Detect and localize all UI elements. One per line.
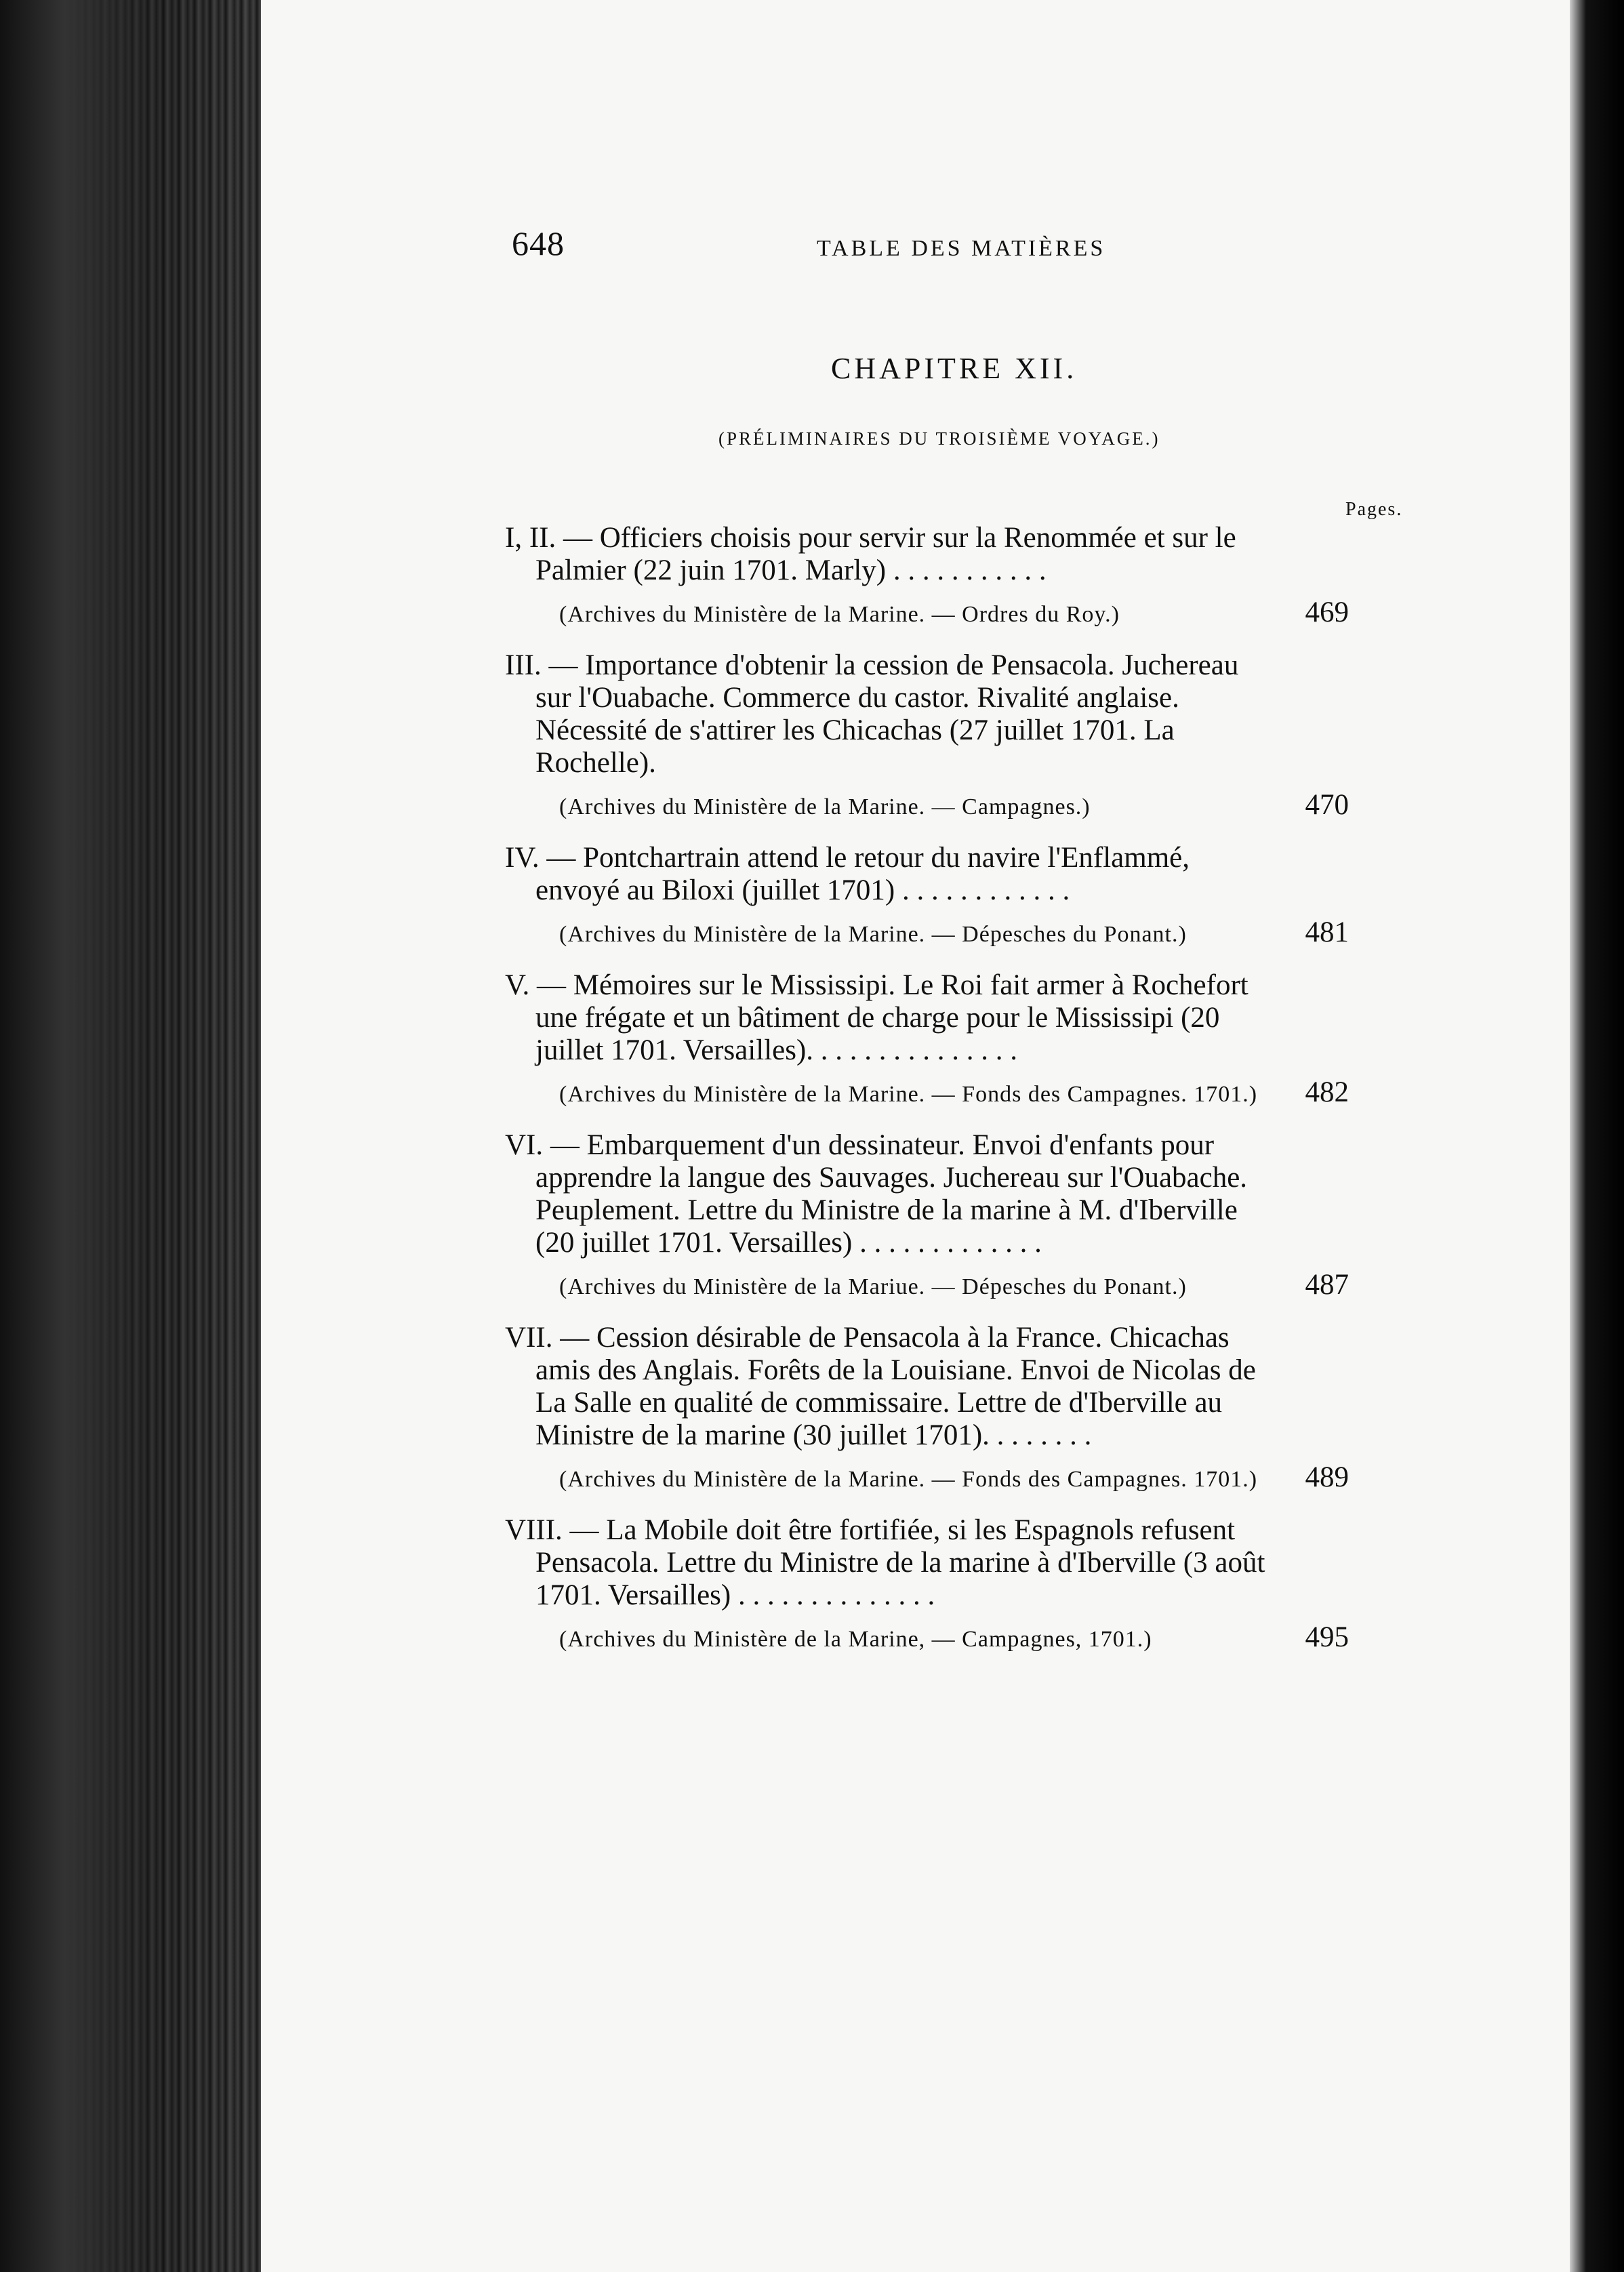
toc-entry-text: IV. — Pontchartrain attend le retour du navire l'Enflammé, envoyé au Biloxi (juillet 1701) . . . . . . . . . . . . bbox=[505, 842, 1190, 906]
toc-entry-page: 482 bbox=[1305, 1076, 1349, 1108]
toc-entry-page: 481 bbox=[1305, 916, 1349, 948]
toc-entry-source: (Archives du Ministère de la Marine. — Ordres du Roy.) bbox=[559, 602, 1120, 627]
toc-entry-text: III. — Importance d'obtenir la cession de Pensacola. Juchereau sur l'Ouabache. Commerce du castor. Rivalité anglaise. Nécessité de s'attirer les Chicachas (27 juillet 1701. La Rochelle). bbox=[505, 649, 1239, 779]
pages-column-label: Pages. bbox=[1345, 499, 1403, 520]
toc-entry-source: (Archives du Ministère de la Mariue. — Dépesches du Ponant.) bbox=[559, 1274, 1187, 1299]
toc-entry bbox=[505, 649, 1349, 823]
toc-entry-source: (Archives du Ministère de la Marine. — Campagnes.) bbox=[559, 794, 1091, 819]
toc-entry-text: I, II. — Officiers choisis pour servir sur la Renommée et sur le Palmier (22 juin 1701. Marly) . . . . . . . . . . . bbox=[505, 522, 1236, 586]
page-number: 648 bbox=[512, 224, 565, 262]
book-spine-shadow bbox=[0, 0, 163, 2272]
toc-entry bbox=[505, 522, 1349, 630]
toc-entry-text: V. — Mémoires sur le Mississipi. Le Roi fait armer à Rochefort une frégate et un bâtiment de charge pour le Mississipi (20 juillet 1701. Versailles). . . . . . . . . . . . . . . bbox=[505, 969, 1249, 1066]
toc-entry-page: 489 bbox=[1305, 1461, 1349, 1493]
toc-entry-source: (Archives du Ministère de la Marine, — Campagnes, 1701.) bbox=[559, 1627, 1152, 1652]
running-title: TABLE DES MATIÈRES bbox=[817, 236, 1106, 261]
toc-entry-page: 470 bbox=[1305, 789, 1349, 821]
toc-entry bbox=[505, 1514, 1349, 1655]
toc-entry bbox=[505, 842, 1349, 950]
toc-entry-source: (Archives du Ministère de la Marine. — Dépesches du Ponant.) bbox=[559, 922, 1187, 947]
toc-entry-source: (Archives du Ministère de la Marine. — Fonds des Campagnes. 1701.) bbox=[559, 1467, 1258, 1492]
toc-entry-text: VIII. — La Mobile doit être fortifiée, si les Espagnols refusent Pensacola. Lettre du Ministre de la marine à d'Iberville (3 août 1701. Versailles) . . . . . . . . . . . . . . bbox=[505, 1514, 1265, 1611]
toc-entries bbox=[505, 522, 1349, 1674]
chapter-title: CHAPITRE XII. bbox=[831, 352, 1078, 385]
toc-entry bbox=[505, 1322, 1349, 1495]
toc-entry bbox=[505, 1129, 1349, 1303]
toc-entry-page: 487 bbox=[1305, 1269, 1349, 1301]
toc-entry-text: VI. — Embarquement d'un dessinateur. Envoi d'enfants pour apprendre la langue des Sauvages. Juchereau sur l'Ouabache. Peuplement. Lettre du Ministre de la marine à M. d'Iberville (20 juillet 1701. Versailles) . . . . . . . . . . . . . bbox=[505, 1129, 1248, 1259]
toc-entry-source: (Archives du Ministère de la Marine. — Fonds des Campagnes. 1701.) bbox=[559, 1082, 1258, 1107]
page-right-edge bbox=[1570, 0, 1624, 2272]
chapter-subtitle: (PRÉLIMINAIRES DU TROISIÈME VOYAGE.) bbox=[718, 428, 1160, 449]
toc-entry-page: 469 bbox=[1305, 596, 1349, 628]
toc-entry-page: 495 bbox=[1305, 1621, 1349, 1653]
toc-entry bbox=[505, 969, 1349, 1110]
toc-entry-text: VII. — Cession désirable de Pensacola à la France. Chicachas amis des Anglais. Forêts de la Louisiane. Envoi de Nicolas de La Salle en qualité de commissaire. Lettre de d'Iberville au Ministre de la marine (30 juillet 1701). . . . . . . . bbox=[505, 1322, 1256, 1451]
